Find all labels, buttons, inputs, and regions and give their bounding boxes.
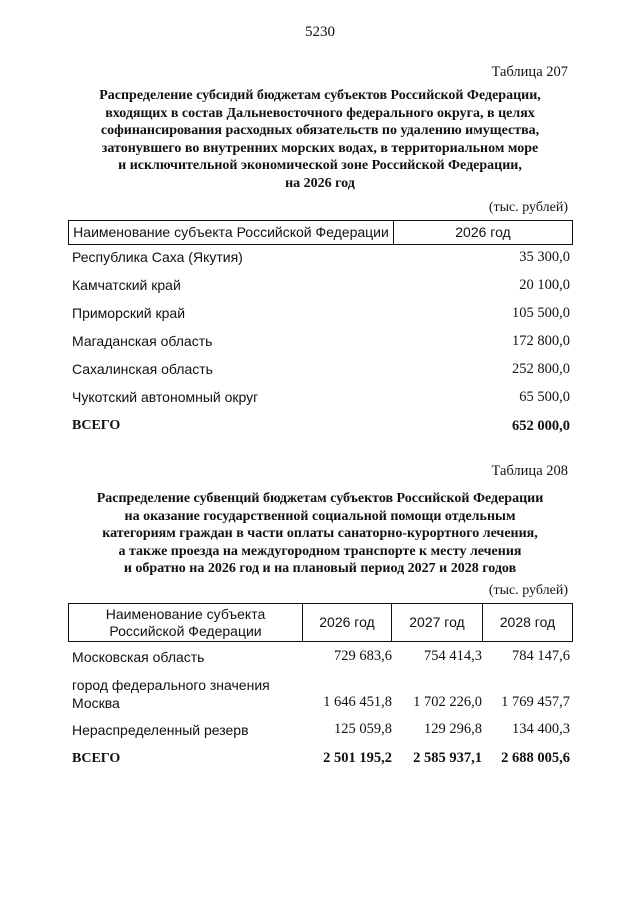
row-value-2026: 1 646 451,8 <box>323 694 392 710</box>
table-208-label: Таблица 208 <box>491 463 568 479</box>
title-line: входящих в состав Дальневосточного федерального округа, в целях <box>105 105 535 121</box>
table-207-header <box>68 220 573 245</box>
table-207-label: Таблица 207 <box>491 64 568 80</box>
row-name-line: Москва <box>72 695 120 711</box>
row-value-2028: 134 400,3 <box>512 721 570 737</box>
total-value-2026: 652 000,0 <box>512 418 570 434</box>
table-208-title <box>70 490 570 578</box>
total-label: ВСЕГО <box>72 751 121 766</box>
table-row <box>72 333 570 350</box>
header-2027-column: 2027 год <box>392 604 483 641</box>
header-2026-column: 2026 год <box>455 224 511 240</box>
table-row <box>72 389 570 406</box>
row-name <box>72 721 308 739</box>
row-name: Чукотский автономный округ <box>72 389 259 405</box>
row-value-2026: 252 800,0 <box>512 361 570 377</box>
header-name-line: Наименование субъекта <box>105 605 266 622</box>
page-number: 5230 <box>305 24 335 40</box>
table-208-header <box>68 603 573 642</box>
row-value-2026: 172 800,0 <box>512 333 570 349</box>
row-value-2027: 1 702 226,0 <box>413 694 482 710</box>
total-value-2028: 2 688 005,6 <box>501 750 570 766</box>
table-207-title <box>70 87 570 193</box>
row-value-2028: 784 147,6 <box>512 648 570 664</box>
title-line: софинансирования расходных обязательств по удалению имущества, <box>100 123 540 139</box>
row-name: Камчатский край <box>72 277 181 293</box>
title-line: категориям граждан в части оплаты санаторно-курортного лечения, <box>102 526 538 542</box>
table-row <box>72 249 570 266</box>
row-name: Сахалинская область <box>72 361 213 377</box>
row-name <box>72 648 308 666</box>
title-line: Распределение субсидий бюджетам субъектов Российской Федерации, <box>99 88 541 103</box>
title-line: затонувшего во внутренних морских водах, в территориальном море <box>101 140 539 156</box>
title-line: а также проезда на междугородном транспорте к месту лечения <box>118 543 522 559</box>
row-value-2027: 129 296,8 <box>424 721 482 737</box>
row-name-line: Нераспределенный резерв <box>72 722 249 738</box>
row-value-2026: 20 100,0 <box>519 277 570 293</box>
total-value-2027: 2 585 937,1 <box>413 750 482 766</box>
row-name: Магаданская область <box>72 333 213 349</box>
row-name-line: город федерального значения <box>72 677 270 693</box>
title-line: Распределение субвенций бюджетам субъектов Российской Федерации <box>96 491 544 506</box>
table-row <box>72 361 570 378</box>
row-value-2028: 1 769 457,7 <box>501 694 570 710</box>
header-2028-column: 2028 год <box>499 614 556 630</box>
row-value-2026: 125 059,8 <box>334 721 392 737</box>
row-name-line: Московская область <box>72 649 205 665</box>
row-value-2026: 105 500,0 <box>512 305 570 321</box>
table-208-units: (тыс. рублей) <box>488 583 568 598</box>
title-line: на 2026 год <box>285 175 355 191</box>
row-name: Республика Саха (Якутия) <box>72 249 243 265</box>
table-row <box>72 277 570 294</box>
table-207-units: (тыс. рублей) <box>488 200 568 215</box>
table-row <box>72 676 570 712</box>
header-name-line: Российской Федерации <box>109 622 262 639</box>
table-row <box>72 648 570 666</box>
row-name: Приморский край <box>72 305 186 321</box>
table-total-row <box>72 750 570 768</box>
row-value-2026: 65 500,0 <box>519 389 570 405</box>
header-name-column: Наименование субъекта Российской Федерации <box>69 221 394 244</box>
row-value-2026: 35 300,0 <box>519 249 570 265</box>
row-value-2026: 729 683,6 <box>334 648 392 664</box>
table-row <box>72 305 570 322</box>
header-2026-column: 2026 год <box>303 604 392 641</box>
total-label: ВСЕГО <box>72 418 121 433</box>
total-value-2026: 2 501 195,2 <box>323 750 392 766</box>
title-line: и исключительной экономической зоне Российской Федерации, <box>118 158 522 174</box>
header-name-column <box>69 604 303 641</box>
row-value-2027: 754 414,3 <box>424 648 482 664</box>
title-line: на оказание государственной социальной помощи отдельным <box>124 508 516 524</box>
table-row <box>72 721 570 739</box>
table-total-row <box>72 418 570 435</box>
row-name <box>72 676 308 712</box>
title-line: и обратно на 2026 год и на плановый период 2027 и 2028 годов <box>123 561 517 577</box>
